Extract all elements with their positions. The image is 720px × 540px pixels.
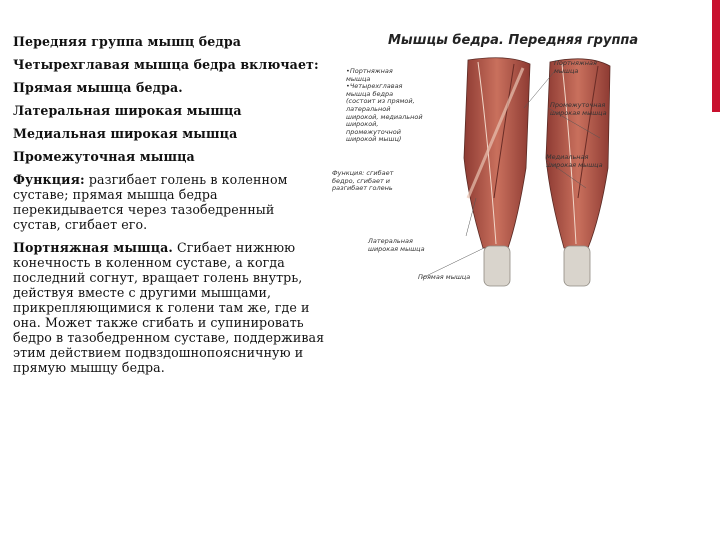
paragraph-lead: Передняя группа мышц бедра <box>13 34 242 49</box>
paragraph-lead: Четырехглавая мышца бедра включает: <box>13 57 319 72</box>
label-intermedius: Промежуточная широкая мышца <box>550 101 607 117</box>
paragraph-sartorius <box>13 240 325 375</box>
paragraph-quadriceps <box>13 57 325 72</box>
paragraph-rectus <box>13 80 325 95</box>
figure-title: Мышцы бедра. Передняя группа <box>388 33 639 48</box>
function-text: Функция: сгибает бедро, сгибает и разгибает голень <box>332 169 394 193</box>
right-thigh-drawing <box>546 59 610 286</box>
paragraph-lead: Промежуточная мышца <box>13 149 195 164</box>
paragraph-lead: Функция: <box>13 172 85 187</box>
paragraph-body: разгибает голень в коленном суставе; прямая мышца бедра перекидывается через тазобедренный сустав, сгибает его. <box>13 172 288 232</box>
label-rectus: Прямая мышца <box>418 273 471 281</box>
legend-text: •Портняжная мышца •Четырехглавая мышца бедра (состоит из прямой, латеральной широкой, медиальной широкой, промежуточной широкой мышц) <box>346 67 423 144</box>
paragraph-lead: Прямая мышца бедра. <box>13 80 183 95</box>
paragraph-lateralis <box>13 103 325 118</box>
text-column <box>13 34 325 383</box>
anatomy-figure <box>318 48 618 295</box>
paragraph-body: Сгибает нижнюю конечность в коленном суставе, а когда последний согнут, вращает голень внутрь, действуя вместе с другими мышцами, прикрепляющимися к голени там же, где и она. Может также сгибать и супинировать бедро в тазобедренном суставе, поддерживая этим действием подвздошнопоясничную и прямую мышцу бедра. <box>13 240 325 375</box>
label-sartorius: Портняжная мышца <box>554 59 597 75</box>
paragraph-lead: Медиальная широкая мышца <box>13 126 238 141</box>
accent-bar <box>712 0 720 112</box>
paragraph-lead: Латеральная широкая мышца <box>13 103 242 118</box>
paragraph-intermedius <box>13 149 325 164</box>
paragraph-lead: Портняжная мышца. <box>13 240 173 255</box>
paragraph-function <box>13 172 325 232</box>
left-thigh-drawing <box>464 58 530 286</box>
paragraph-medialis <box>13 126 325 141</box>
paragraph-title <box>13 34 325 49</box>
label-lateralis: Латеральная широкая мышца <box>368 237 425 253</box>
label-medialis: Медиальная широкая мышца <box>546 153 603 169</box>
